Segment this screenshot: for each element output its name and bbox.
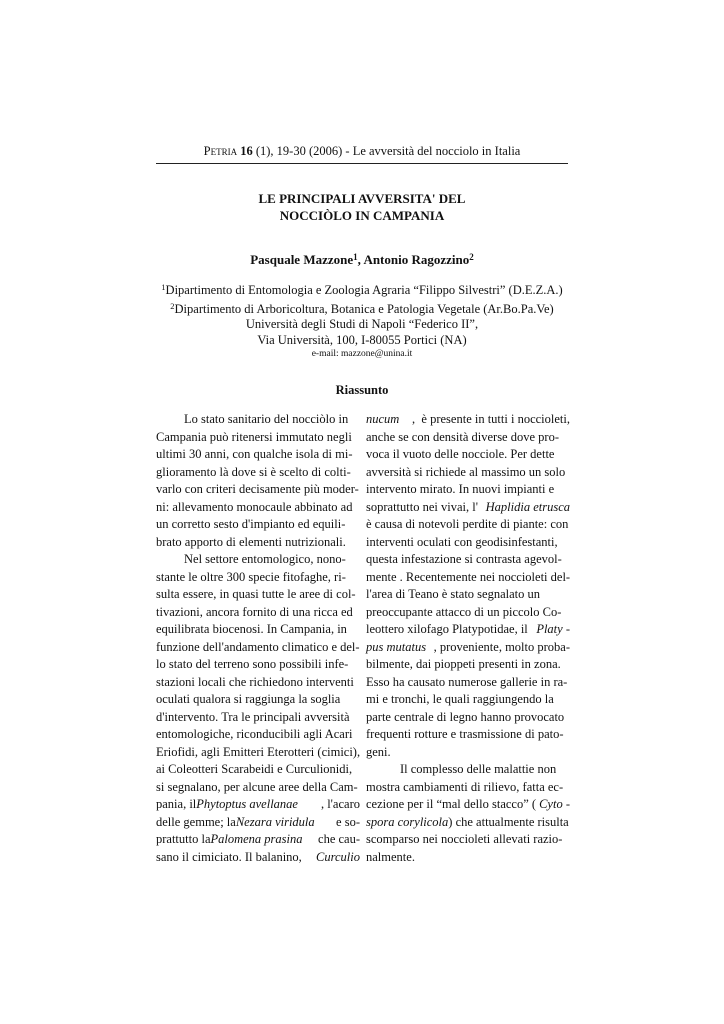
text-line: sulta essere, in quasi tutte le aree di col- bbox=[156, 587, 356, 601]
text-line: intervento mirato. In nuovi impianti e bbox=[366, 482, 555, 496]
text-line: geni. bbox=[366, 744, 391, 759]
text-line: Nel settore entomologico, nono- bbox=[184, 552, 346, 566]
text-line: sano il cimiciato. Il balanino, Curculio bbox=[156, 849, 360, 867]
affiliation-line: Università degli Studi di Napoli “Federico II”, bbox=[245, 317, 479, 331]
title-line: NOCCIÒLO IN CAMPANIA bbox=[279, 208, 445, 223]
text-line: Campania può ritenersi immutato negli bbox=[156, 429, 352, 444]
species-name: Curculio bbox=[316, 849, 360, 864]
species-name: Phytoptus avellanae bbox=[196, 797, 298, 811]
text-line: frequenti rotture e trasmissione di pato- bbox=[366, 727, 564, 741]
abstract-left-column bbox=[156, 411, 360, 866]
text-line: cezione per il “mal dello stacco” ( Cyto - bbox=[366, 796, 570, 814]
text-line: un corretto sesto d'impianto ed equili- bbox=[156, 517, 346, 531]
text-line: è causa di notevoli perdite di piante: con bbox=[366, 517, 569, 531]
text-line: entomologiche, riconducibili agli Acari bbox=[156, 727, 353, 741]
text-line: oculati qualora si raggiunga la soglia bbox=[156, 692, 341, 706]
authors bbox=[156, 249, 568, 268]
text-line: scomparso nei noccioleti allevati razio- bbox=[366, 832, 563, 846]
text-line: l'area di Teano è stato segnalato un bbox=[366, 587, 540, 601]
text-line: questa infestazione si contrasta agevol- bbox=[366, 552, 562, 566]
text-line: Eriofidi, agli Emitteri Eterotteri (cimici), bbox=[156, 744, 361, 759]
species-name: Platy - bbox=[536, 622, 570, 636]
paper-title bbox=[156, 190, 568, 224]
text-line: mente . Recentemente nei noccioleti del- bbox=[366, 569, 571, 584]
text-line: stante le oltre 300 specie fitofaghe, ri- bbox=[156, 569, 346, 584]
species-name: Nezara viridula bbox=[235, 814, 315, 829]
journal-volume: 16 bbox=[240, 144, 253, 158]
text-line: lo stato del terreno sono possibili infe- bbox=[156, 657, 349, 671]
text-line: Esso ha causato numerose gallerie in ra- bbox=[366, 674, 568, 689]
email-address: e-mail: mazzone@unina.it bbox=[311, 349, 413, 359]
text-line: delle gemme; laNezara viridula e so- bbox=[156, 814, 360, 829]
text-line: pania, ilPhytoptus avellanae , l'acaro bbox=[156, 797, 360, 811]
species-name: pus mutatus bbox=[366, 639, 427, 654]
text-line: preoccupante attacco di un piccolo Co- bbox=[366, 604, 562, 619]
text-line: pus mutatus , proveniente, molto proba- bbox=[366, 639, 570, 657]
author-separator: , bbox=[357, 252, 364, 267]
text-line: soprattutto nei vivai, l' Haplidia etrusca bbox=[366, 499, 570, 517]
text-line: leottero xilofago Platypotidae, il Platy - bbox=[366, 621, 570, 639]
text-line: glioramento là dove si è scelto di colti- bbox=[156, 464, 351, 479]
text-line: ai Coleotteri Scarabeidi e Curculionidi, bbox=[156, 762, 353, 776]
header-rule bbox=[156, 163, 568, 164]
text-line: ni: allevamento monocaule abbinato ad bbox=[156, 499, 353, 514]
affiliation-line: $^2$Dipartimento di Arboricoltura, Botanica e Patologia Vegetale (Ar.Bo.Pa.Ve) bbox=[170, 300, 554, 316]
text-line: nucum , è presente in tutti i noccioleti, bbox=[366, 411, 570, 429]
species-name: Palomena prasina bbox=[210, 832, 303, 846]
title-line: LE PRINCIPALI AVVERSITA' DEL bbox=[258, 191, 466, 206]
text-line: nalmente. bbox=[366, 849, 415, 864]
author-affiliation-mark: 2 bbox=[469, 252, 474, 262]
text-line: spora corylicola) che attualmente risulta bbox=[366, 814, 569, 829]
species-name: Haplidia etrusca bbox=[485, 499, 570, 514]
text-line: mostra cambiamenti di rilievo, fatta ec- bbox=[366, 779, 564, 794]
author-name: Antonio Ragozzino bbox=[363, 252, 470, 267]
text-line: prattutto laPalomena prasina che cau- bbox=[156, 832, 360, 846]
text-line: tivazioni, ancora fornito di una ricca ed bbox=[156, 604, 353, 619]
text-line: voca il vuoto delle nocciole. Per dette bbox=[366, 447, 555, 461]
text-line: interventi oculati con geodisinfestanti, bbox=[366, 534, 558, 549]
text-line: parte centrale di legno hanno provocato bbox=[366, 709, 565, 724]
author-name: Pasquale Mazzone bbox=[250, 252, 354, 267]
affiliation-line: $^1$Dipartimento di Entomologia e Zoologia Agraria “Filippo Silvestri” (D.E.Z.A.) bbox=[161, 282, 563, 297]
species-name: nucum bbox=[366, 412, 400, 426]
text-line: Lo stato sanitario del nocciòlo in bbox=[184, 412, 349, 426]
affiliation-line: Via Università, 100, I-80055 Portici (NA) bbox=[257, 332, 467, 347]
text-line: stazioni locali che richiedono interventi bbox=[156, 674, 354, 689]
text-line: equilibrata biocenosi. In Campania, in bbox=[156, 622, 347, 636]
species-name: spora corylicola bbox=[366, 814, 449, 829]
text-line: d'intervento. Tra le principali avversità bbox=[156, 709, 350, 724]
text-line: brato apporto di elementi nutrizionali. bbox=[156, 534, 346, 549]
text-line: si segnalano, per alcune aree della Cam- bbox=[156, 779, 358, 794]
abstract-right-column bbox=[366, 411, 570, 866]
affiliation-mark: 2 bbox=[170, 300, 175, 311]
affiliations bbox=[156, 280, 568, 360]
text-line: funzione dell'andamento climatico e del- bbox=[156, 639, 360, 654]
text-line: varlo con criteri decisamente più moder- bbox=[156, 482, 359, 496]
text-line: mi e tronchi, le quali raggiungendo la bbox=[366, 692, 554, 706]
text-line: Il complesso delle malattie non bbox=[400, 762, 557, 776]
species-name: Cyto - bbox=[539, 797, 570, 811]
text-line: anche se con densità diverse dove pro- bbox=[366, 429, 559, 444]
author-affiliation-mark: 1 bbox=[353, 252, 358, 262]
running-header bbox=[156, 143, 568, 159]
text-line: bilmente, dai pioppeti presenti in zona. bbox=[366, 657, 561, 671]
abstract-heading: Riassunto bbox=[335, 383, 389, 397]
text-line: avversità si richiede al massimo un solo bbox=[366, 464, 566, 479]
journal-details: (1), 19-30 (2006) - Le avversità del nocciolo in Italia bbox=[255, 144, 521, 158]
text-line: ultimi 30 anni, con qualche isola di mi- bbox=[156, 447, 353, 461]
journal-name: Petria bbox=[203, 144, 238, 158]
affiliation-mark: 1 bbox=[161, 282, 166, 292]
